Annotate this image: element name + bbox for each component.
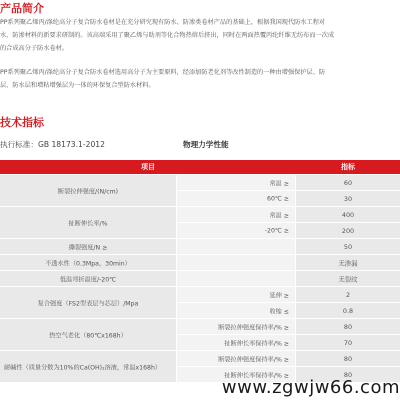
intro-heading: 产品简介 (0, 2, 44, 15)
header-item: 项目 (141, 163, 155, 171)
tech-heading: 技术指标 (0, 116, 44, 129)
intro-line-2: 水、防渗材料的新要求研制的。该高端采用了聚乙烯与助剂等化合物热熔后挤出，同时在两面热覆丙纶纤维无纺布而一次成 (0, 32, 335, 39)
table-item-label: 热空气老化（80℃x168h） (49, 332, 127, 339)
table-item-cell (0, 319, 176, 350)
table-value-cell (296, 175, 400, 190)
table-value: 200 (341, 226, 355, 235)
table-value-cell (296, 239, 400, 254)
table-condition-cell (177, 255, 295, 270)
table-value: 80 (343, 370, 353, 379)
product-line-1: PP系列聚乙烯丙/涤纶高分子复合防水卷材选用高分子为主要原料，经添加防老化剂等改性制造的一种由增强保护层、防 (0, 69, 326, 76)
table-condition-cell (177, 319, 295, 334)
table-condition-cell (177, 175, 295, 190)
table-condition-cell (177, 351, 295, 366)
table-condition-cell (177, 271, 295, 286)
table-value-cell (296, 287, 400, 302)
table-value-cell (296, 319, 400, 334)
table-value-cell (296, 207, 400, 222)
table-condition-label: 扯断伸长率保持率/% ≥ (224, 340, 289, 347)
table-value-cell (296, 351, 400, 366)
standard-row (0, 139, 400, 151)
table-condition-cell (177, 223, 295, 238)
table-header (0, 160, 400, 174)
table-condition-cell (177, 303, 295, 318)
table-condition-label: 收缩 ≤ (269, 308, 289, 315)
table-item-label: 断裂拉伸强度/(N/cm) (57, 188, 119, 195)
table-value-cell (296, 335, 400, 350)
table-value-cell (296, 271, 400, 286)
table-condition-label: 延伸 ≥ (269, 292, 289, 299)
table-value: 80 (343, 354, 353, 363)
table-item-cell (0, 207, 176, 238)
table-item-label: 撕裂强度/N ≥ (68, 244, 108, 251)
header-value: 指标 (341, 163, 355, 171)
table-value-cell (296, 191, 400, 206)
table-condition-label: 扯断伸长率保持率/% ≥ (224, 372, 289, 379)
table-condition-label: 常温 ≥ (269, 212, 289, 219)
table-value: 0.8 (342, 306, 354, 315)
table-value: 2 (345, 290, 351, 299)
table-value: 50 (343, 242, 353, 251)
table-value: 无渗漏 (338, 259, 358, 267)
table-value: 70 (343, 338, 353, 347)
table-value: 80 (343, 322, 353, 331)
table-value-cell (296, 303, 400, 318)
intro-line-1: PP系列聚乙烯丙/涤纶高分子复合防水卷材是在充分研究现有防水、防渗类卷材产品的基础上，根据我国现代防水工程对 (0, 19, 326, 26)
intro-line-3: 的合成高分子防水卷材。 (0, 45, 69, 52)
table-item-cell (0, 287, 176, 318)
product-line-2: 层、防水层和增粘增强层为一体的环保复合型防水材料。 (0, 82, 155, 89)
table-condition-cell (177, 335, 295, 350)
standard-text: 执行标准：GB 18173.1-2012 (0, 140, 105, 149)
table-value: 60 (343, 178, 353, 187)
table-condition-cell (177, 207, 295, 222)
site-watermark: www.zgwjw66.com (221, 377, 400, 398)
table-condition-label: -20℃ ≥ (264, 227, 289, 234)
table-value-cell (296, 223, 400, 238)
table-condition-cell (177, 191, 295, 206)
table-item-label: 耐碱性（质量分数为10%的Ca(OH)₂溶液，常温x168h） (4, 364, 162, 371)
table-value-cell (296, 255, 400, 270)
table-value: 无裂纹 (338, 275, 358, 283)
table-condition-label: 常温 ≥ (269, 180, 289, 187)
table-condition-label: 断裂拉伸强度保持率/% ≥ (218, 324, 289, 331)
table-item-label: 低温弯折温度/-20℃ (59, 276, 117, 283)
table-value: 30 (343, 194, 353, 203)
table-item-cell (0, 239, 176, 254)
table-item-cell (0, 255, 176, 270)
table-condition-cell (177, 287, 295, 302)
table-item-label: 不透水性（0.3Mpa，30min） (45, 260, 131, 267)
table-condition-cell (177, 239, 295, 254)
table-value: 400 (341, 210, 355, 219)
table-item-label: 复合强度（FS2型表层与芯层）/Mpa (37, 300, 139, 307)
table-item-cell (0, 271, 176, 286)
table-item-cell (0, 175, 176, 206)
table-item-label: 扯断伸长率/% (68, 220, 108, 227)
table-condition-label: 60℃ ≥ (267, 195, 289, 202)
table-condition-label: 断裂拉伸强度保持率/% ≥ (218, 356, 289, 363)
table-subtitle: 物理力学性能 (183, 140, 229, 149)
